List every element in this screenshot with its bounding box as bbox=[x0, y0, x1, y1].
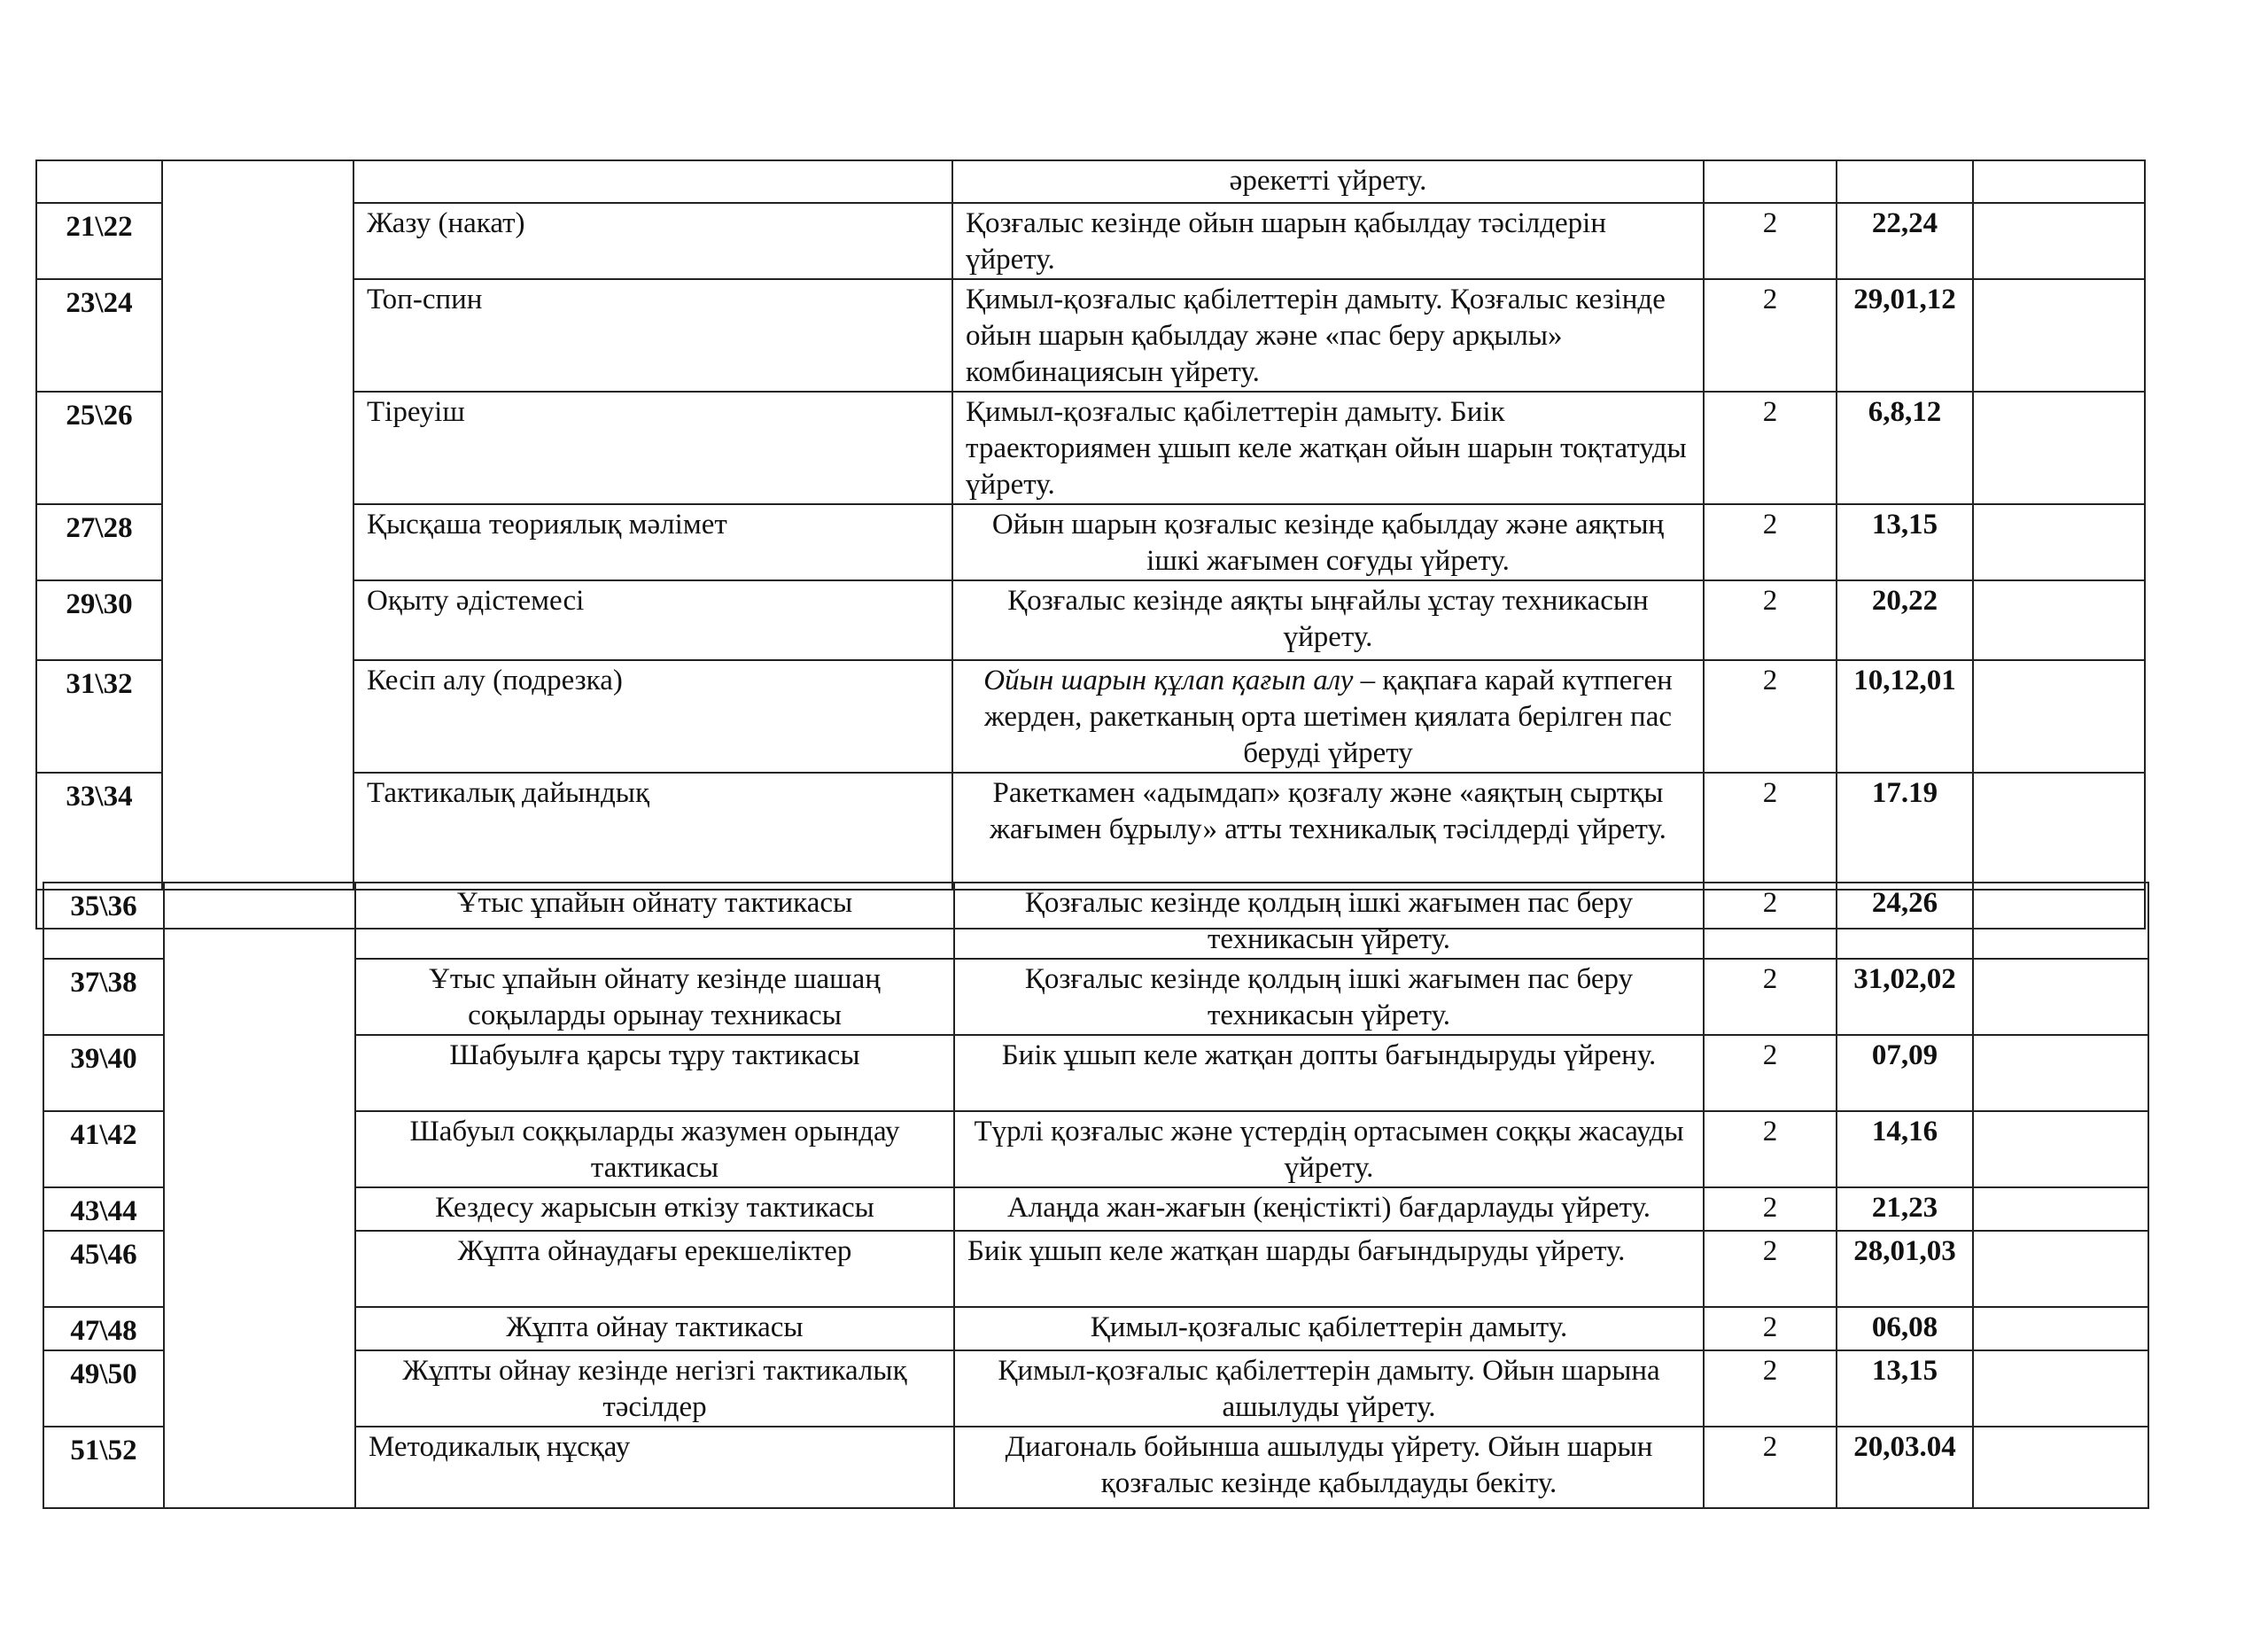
objective-italic-part: Ойын шарын құлап қағып алу bbox=[983, 665, 1354, 696]
lesson-number: 41\42 bbox=[43, 1111, 164, 1187]
table-row bbox=[36, 160, 2145, 203]
objective-cell: әрекетті үйрету. bbox=[952, 160, 1704, 203]
objective-cell: Қимыл-қозғалыс қабілеттерін дамыту. Биік траекториямен ұшып келе жатқан ойын шарын тоқтатуды үйрету. bbox=[952, 392, 1704, 504]
topic-cell: Жұпта ойнау тактикасы bbox=[355, 1307, 954, 1350]
hours-cell: 2 bbox=[1704, 279, 1837, 392]
date-cell: 20,22 bbox=[1837, 580, 1973, 660]
lesson-number: 45\46 bbox=[43, 1231, 164, 1307]
objective-cell: Диагональ бойынша ашылуды үйрету. Ойын шарын қозғалыс кезінде қабылдауды бекіту. bbox=[954, 1427, 1704, 1508]
hours-cell: 2 bbox=[1704, 1307, 1837, 1350]
topic-cell: Тіреуіш bbox=[353, 392, 952, 504]
date-cell: 29,01,12 bbox=[1837, 279, 1973, 392]
objective-cell: Ойын шарын қозғалыс кезінде қабылдау және аяқтың ішкі жағымен соғуды үйрету. bbox=[952, 504, 1704, 580]
topic-cell: Оқыту әдістемесі bbox=[353, 580, 952, 660]
objective-cell: Биік ұшып келе жатқан шарды бағындыруды үйрету. bbox=[954, 1231, 1704, 1307]
table-row bbox=[43, 1350, 2148, 1427]
objective-cell: Қимыл-қозғалыс қабілеттерін дамыту. Қозғалыс кезінде ойын шарын қабылдау және «пас беру арқылы» комбинациясын үйрету. bbox=[952, 279, 1704, 392]
hours-cell: 2 bbox=[1704, 504, 1837, 580]
hours-cell: 2 bbox=[1704, 660, 1837, 773]
notes-cell bbox=[1973, 1307, 2148, 1350]
schedule-table-top bbox=[35, 159, 2146, 930]
notes-cell bbox=[1973, 392, 2145, 504]
notes-cell bbox=[1973, 773, 2145, 890]
topic-cell: Методикалық нұсқау bbox=[355, 1427, 954, 1508]
topic-cell: Тактикалық дайындық bbox=[353, 773, 952, 890]
objective-cell: Түрлі қозғалыс және үстердің ортасымен соққы жасауды үйрету. bbox=[954, 1111, 1704, 1187]
topic-cell: Жұпта ойнаудағы ерекшеліктер bbox=[355, 1231, 954, 1307]
hours-cell: 2 bbox=[1704, 1187, 1837, 1231]
notes-cell bbox=[1973, 279, 2145, 392]
hours-cell: 2 bbox=[1704, 580, 1837, 660]
date-cell: 13,15 bbox=[1837, 504, 1973, 580]
date-cell: 07,09 bbox=[1837, 1035, 1973, 1111]
lesson-number: 27\28 bbox=[36, 504, 162, 580]
hours-cell: 2 bbox=[1704, 1427, 1837, 1508]
hours-cell: 2 bbox=[1704, 959, 1837, 1035]
notes-cell bbox=[1973, 1350, 2148, 1427]
lesson-number: 25\26 bbox=[36, 392, 162, 504]
notes-cell bbox=[1973, 1111, 2148, 1187]
objective-cell: Қимыл-қозғалыс қабілеттерін дамыту. Ойын шарына ашылуды үйрету. bbox=[954, 1350, 1704, 1427]
date-cell: 24,26 bbox=[1837, 883, 1973, 959]
topic-cell: Жазу (накат) bbox=[353, 203, 952, 279]
notes-cell bbox=[1973, 959, 2148, 1035]
topic-cell: Кесіп алу (подрезка) bbox=[353, 660, 952, 773]
notes-cell bbox=[1973, 1187, 2148, 1231]
topic-cell: Шабуыл соққыларды жазумен орындау тактикасы bbox=[355, 1111, 954, 1187]
date-cell: 31,02,02 bbox=[1837, 959, 1973, 1035]
lesson-number: 29\30 bbox=[36, 580, 162, 660]
hours-cell: 2 bbox=[1704, 392, 1837, 504]
topic-cell: Шабуылға қарсы тұру тактикасы bbox=[355, 1035, 954, 1111]
date-cell: 06,08 bbox=[1837, 1307, 1973, 1350]
objective-cell: Қозғалыс кезінде ойын шарын қабылдау тәсілдерін үйрету. bbox=[952, 203, 1704, 279]
table-row bbox=[43, 883, 2148, 959]
date-cell: 10,12,01 bbox=[1837, 660, 1973, 773]
date-cell: 17.19 bbox=[1837, 773, 1973, 890]
date-cell: 28,01,03 bbox=[1837, 1231, 1973, 1307]
date-cell: 14,16 bbox=[1837, 1111, 1973, 1187]
notes-cell bbox=[1973, 203, 2145, 279]
lesson-number: 39\40 bbox=[43, 1035, 164, 1111]
schedule-table-bottom bbox=[43, 882, 2149, 1509]
lesson-number: 21\22 bbox=[36, 203, 162, 279]
hours-cell: 2 bbox=[1704, 203, 1837, 279]
objective-cell: Ракеткамен «адымдап» қозғалу және «аяқтың сыртқы жағымен бұрылу» атты техникалық тәсілдерді үйрету. bbox=[952, 773, 1704, 890]
topic-cell: Қысқаша теориялық мәлімет bbox=[353, 504, 952, 580]
table-row bbox=[43, 1427, 2148, 1508]
notes-cell bbox=[1973, 1231, 2148, 1307]
lesson-number: 51\52 bbox=[43, 1427, 164, 1508]
lesson-number: 37\38 bbox=[43, 959, 164, 1035]
section-cell bbox=[162, 160, 353, 890]
date-cell: 22,24 bbox=[1837, 203, 1973, 279]
notes-cell bbox=[1973, 580, 2145, 660]
lesson-number: 49\50 bbox=[43, 1350, 164, 1427]
date-cell: 20,03.04 bbox=[1837, 1427, 1973, 1508]
hours-cell: 2 bbox=[1704, 1111, 1837, 1187]
section-cell bbox=[164, 883, 355, 1508]
table-row bbox=[43, 959, 2148, 1035]
hours-cell: 2 bbox=[1704, 773, 1837, 890]
table-row bbox=[43, 1307, 2148, 1350]
objective-cell: Қозғалыс кезінде қолдың ішкі жағымен пас беру техникасын үйрету. bbox=[954, 883, 1704, 959]
hours-cell: 2 bbox=[1704, 1350, 1837, 1427]
date-cell: 21,23 bbox=[1837, 1187, 1973, 1231]
notes-cell bbox=[1973, 1427, 2148, 1508]
topic-cell: Жұпты ойнау кезінде негізгі тактикалық тәсілдер bbox=[355, 1350, 954, 1427]
objective-cell: Қозғалыс кезінде қолдың ішкі жағымен пас беру техникасын үйрету. bbox=[954, 959, 1704, 1035]
objective-cell: Қимыл-қозғалыс қабілеттерін дамыту. bbox=[954, 1307, 1704, 1350]
topic-cell: Ұтыс ұпайын ойнату тактикасы bbox=[355, 883, 954, 959]
objective-cell bbox=[952, 660, 1704, 773]
notes-cell bbox=[1973, 1035, 2148, 1111]
objective-cell: Қозғалыс кезінде аяқты ыңғайлы ұстау техникасын үйрету. bbox=[952, 580, 1704, 660]
notes-cell bbox=[1973, 660, 2145, 773]
table-row bbox=[43, 1035, 2148, 1111]
lesson-number: 31\32 bbox=[36, 660, 162, 773]
lesson-number: 23\24 bbox=[36, 279, 162, 392]
hours-cell: 2 bbox=[1704, 1231, 1837, 1307]
objective-cell: Алаңда жан-жағын (кеңістікті) бағдарлауды үйрету. bbox=[954, 1187, 1704, 1231]
table-row bbox=[43, 1231, 2148, 1307]
lesson-number: 43\44 bbox=[43, 1187, 164, 1231]
hours-cell: 2 bbox=[1704, 883, 1837, 959]
notes-cell bbox=[1973, 883, 2148, 959]
lesson-number: 33\34 bbox=[36, 773, 162, 890]
topic-cell: Топ-спин bbox=[353, 279, 952, 392]
topic-cell: Ұтыс ұпайын ойнату кезінде шашаң соқыларды орынау техникасы bbox=[355, 959, 954, 1035]
lesson-number: 47\48 bbox=[43, 1307, 164, 1350]
date-cell: 6,8,12 bbox=[1837, 392, 1973, 504]
table-row bbox=[43, 1187, 2148, 1231]
hours-cell: 2 bbox=[1704, 1035, 1837, 1111]
objective-text-part: – қақпаға карай күтпеген жерден, ракетканың орта шетімен қиялата берілген пас беруді үйрету bbox=[984, 665, 1673, 769]
date-cell: 13,15 bbox=[1837, 1350, 1973, 1427]
lesson-number: 35\36 bbox=[43, 883, 164, 959]
notes-cell bbox=[1973, 504, 2145, 580]
objective-cell: Биік ұшып келе жатқан допты бағындыруды үйрену. bbox=[954, 1035, 1704, 1111]
topic-cell: Кездесу жарысын өткізу тактикасы bbox=[355, 1187, 954, 1231]
table-row bbox=[43, 1111, 2148, 1187]
